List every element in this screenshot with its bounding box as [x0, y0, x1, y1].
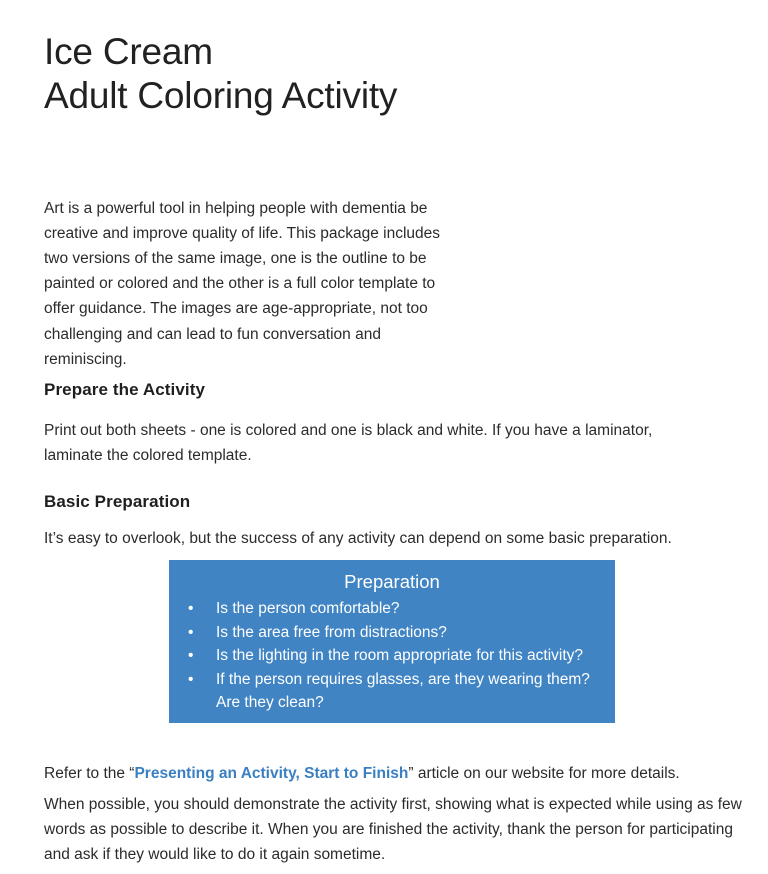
section-heading-basic-preparation: Basic Preparation: [44, 492, 191, 512]
preparation-callout-box: [169, 560, 615, 723]
section-body-basic-preparation: It’s easy to overlook, but the success of any activity can depend on some basic preparation.: [44, 529, 672, 547]
bullet-icon: •: [188, 670, 194, 688]
title-line-secondary: Adult Coloring Activity: [44, 75, 398, 116]
preparation-checklist: [183, 597, 601, 715]
bullet-icon: •: [188, 600, 194, 617]
presenting-an-activity-link[interactable]: Presenting an Activity, Start to Finish: [134, 764, 409, 782]
list-item-label: If the person requires glasses, are they wearing them? Are they clean?: [216, 670, 590, 711]
list-item: [183, 597, 601, 621]
bullet-icon: •: [188, 647, 194, 664]
section-heading-prepare-the-activity: Prepare the Activity: [44, 380, 206, 400]
list-item-label: Is the person comfortable?: [216, 600, 400, 617]
list-item: [183, 621, 601, 645]
closing-paragraph: When possible, you should demonstrate the activity first, showing what is expected while using as few words as possible to describe it. When you are finished the activity, thank the person for participating and ask if they would like to do it again sometime.: [44, 795, 742, 863]
section-body-prepare-the-activity: Print out both sheets - one is colored and one is black and white. If you have a laminator, laminate the colored template.: [44, 421, 653, 464]
intro-paragraph: Art is a powerful tool in helping people with dementia be creative and improve quality of life. This package includes two versions of the same image, one is the outline to be painted or colored and the other is a full color template to offer guidance. The images are age-appropriate, not too challenging and can lead to fun conversation and reminiscing.: [44, 199, 441, 368]
bullet-icon: •: [188, 623, 194, 641]
refer-to-article-line: [44, 761, 744, 786]
list-item-label: Is the area free from distractions?: [216, 623, 447, 641]
title-line-primary: Ice Cream: [44, 31, 213, 72]
list-item: [183, 668, 601, 715]
list-item: [183, 644, 601, 668]
callout-title: Preparation: [344, 571, 440, 592]
list-item-label: Is the lighting in the room appropriate for this activity?: [216, 647, 584, 664]
refer-prefix: Refer to the “: [44, 764, 135, 782]
page-title: [44, 30, 724, 118]
refer-suffix: ” article on our website for more details.: [408, 764, 680, 782]
